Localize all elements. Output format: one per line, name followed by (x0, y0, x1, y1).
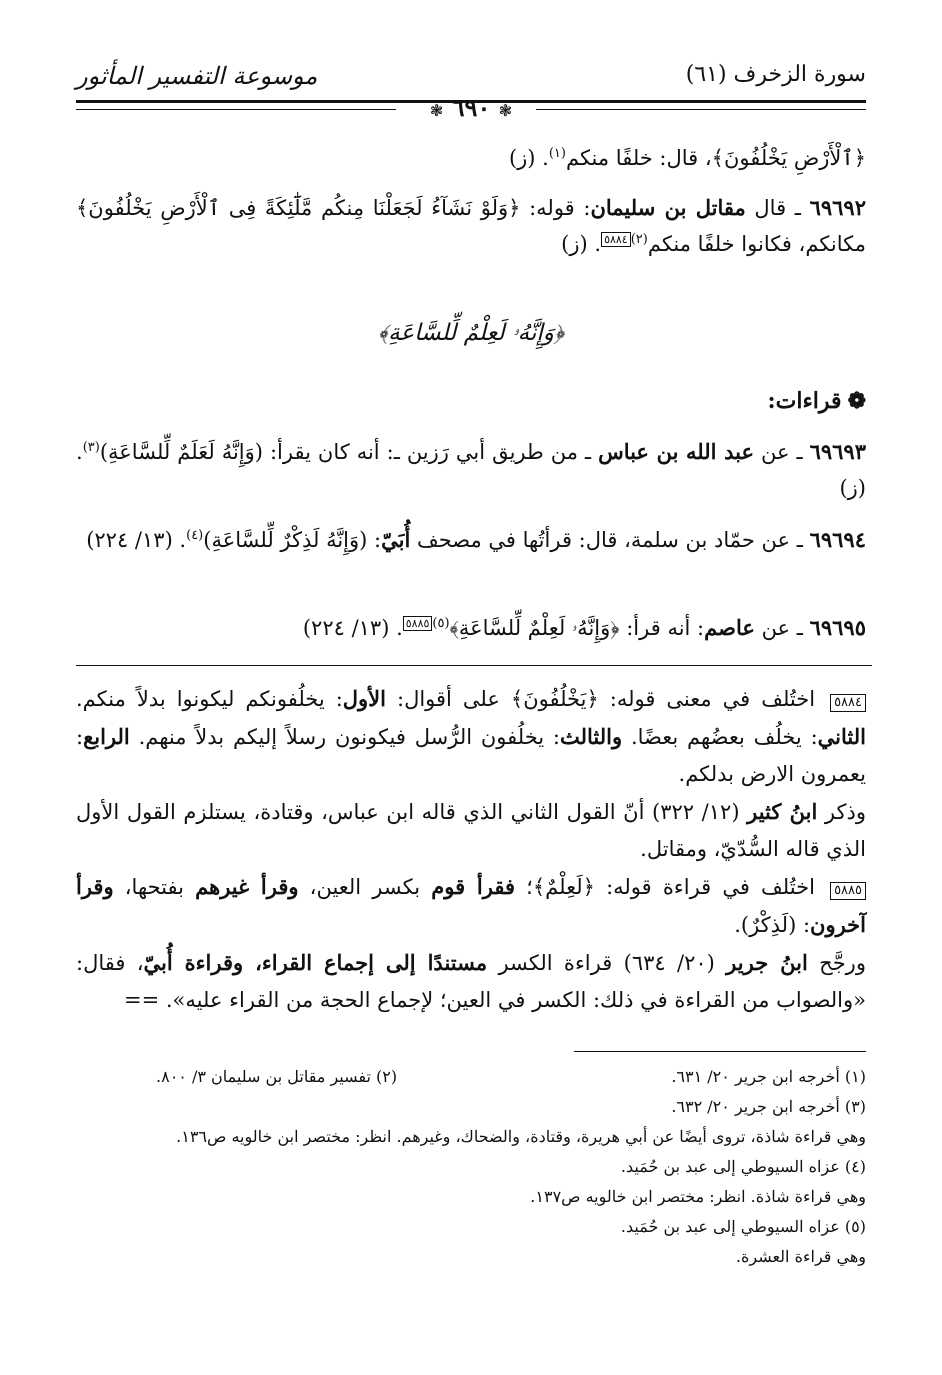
narrator-name: عبد الله بن عباس (598, 439, 754, 464)
ornament-icon: ❃ (498, 101, 513, 120)
footnotes (76, 1062, 866, 1272)
footnote-row (76, 1062, 866, 1092)
notes-divider (76, 665, 872, 666)
entry-69694: ٦٩٦٩٤ ـ عن حمّاد بن سلمة، قال: قرأتُها في مصحف أُبَيّ: (وَإِنَّهُ لَذِكْرٌ لِّلسَّاعَةِ)$^{(٤)}$. (١٣/ ٢٢٤) (86, 527, 866, 552)
commentary-notes (76, 680, 866, 1019)
header-rule-right (536, 109, 866, 110)
intro-line: ﴿ٱلْأَرْضِ يَخْلُفُونَ﴾، قال: خلفًا منكم$^{(١)}$. (ز) (508, 146, 866, 170)
entry-number: ٦٩٦٩٤ (809, 527, 866, 552)
entry-number: ٦٩٦٩٥ (809, 615, 866, 640)
note-ibn-jarir: ورجَّح ابنُ جرير (٢٠/ ٦٣٤) قراءة الكسر مستندًا إلى إجماع القراء، وقراءة أُبيّ، فقال: «والصواب من القراءة في ذلك: الكسر في العين؛ لإجماع الحجة من القراء عليه». == (76, 950, 866, 1012)
narrator-name: عاصم (704, 615, 755, 640)
book-title-header: موسوعة التفسير المأثور (76, 62, 318, 90)
note-reference-box: ٥٨٨٤ (601, 232, 631, 247)
section-heading: ❁قراءات: (767, 388, 866, 414)
footnote-4-note: وهي قراءة شاذة. انظر: مختصر ابن خالويه ص١٣٧. (530, 1187, 866, 1206)
surah-header: سورة الزخرف (٦١) (685, 62, 866, 87)
footnote-3-note: وهي قراءة شاذة، تروى أيضًا عن أبي هريرة، وقتادة، والضحاك، وغيرهم. انظر: مختصر ابن خالويه ص١٣٦. (176, 1127, 866, 1146)
entry-69695: ٦٩٦٩٥ ـ عن عاصم: أنه قرأ: ﴿وَإِنَّهُۥ لَعِلْمٌ لِّلسَّاعَةِ﴾$^{(٥)}$٥٨٨٥. (١٣/ ٢٢٤) (302, 615, 866, 640)
verse-heading: ﴿وَإِنَّهُۥ لَعِلْمٌ لِّلسَّاعَةِ﴾ (377, 320, 565, 346)
footnote-3: (٣) أخرجه ابن جرير ٢٠/ ٦٣٢. (671, 1097, 866, 1116)
note-number-box: ٥٨٨٥ (830, 882, 866, 900)
footnote-2: (٢) تفسير مقاتل بن سليمان ٣/ ٨٠٠. (156, 1067, 398, 1086)
footnote-5-note: وهي قراءة العشرة. (735, 1247, 866, 1266)
narrator-name: مقاتل بن سليمان (590, 195, 746, 220)
note-5884: ٥٨٨٤ اختُلف في معنى قوله: ﴿يَخْلُفُونَ﴾ على أقوال: الأول: يخلُفونكم ليكونوا بدلاً منكم. الثاني: يخلُف بعضُهم بعضًا. والثالث: يخلُفون الرُّسل فيكونون رسلاً إليكم بدلاً منهم. الرابع: يعمرون الارض بدلكم. (76, 686, 866, 786)
note-5885: ٥٨٨٥ اختُلف في قراءة قوله: ﴿لَعِلْمٌ﴾؛ فقرأ قوم بكسر العين، وقرأ غيرهم بفتحها، وقرأ آخرون: (لَذِكْرٌ). (76, 874, 866, 937)
ornament-icon: ❃ (429, 101, 444, 120)
footnote-1: (١) أخرجه ابن جرير ٢٠/ ٦٣١. (671, 1067, 866, 1086)
entry-number: ٦٩٦٩٣ (809, 439, 866, 464)
note-reference-box: ٥٨٨٥ (403, 616, 433, 631)
page-number: ❃ ٦٩٠ ❃ (429, 93, 513, 122)
header-rule-left (76, 109, 396, 110)
entry-69693: ٦٩٦٩٣ ـ عن عبد الله بن عباس ـ من طريق أبي رَزين ـ: أنه كان يقرأ: (وَإِنَّهُ لَعَلَمٌ لِّلسَّاعَةِ)$^{(٣)}$. (ز) (76, 439, 866, 500)
entry-number: ٦٩٦٩٢ (809, 195, 866, 220)
footnote-4: (٤) عزاه السيوطي إلى عبد بن حُمَيد. (620, 1157, 866, 1176)
note-number-box: ٥٨٨٤ (830, 694, 866, 712)
entry-69692: ٦٩٦٩٢ ـ قال مقاتل بن سليمان: قوله: ﴿وَلَوْ نَشَآءُ لَجَعَلْنَا مِنكُم مَّلَٰٓئِكَةً فِى ٱلْأَرْضِ يَخْلُفُونَ﴾ مكانكم، فكانوا خلفًا منكم$^{(٢)}$٥٨٨٤. (ز) (76, 195, 866, 256)
narrator-name: أُبَيّ (381, 527, 411, 552)
note-ibn-kathir: وذكر ابنُ كثير (١٢/ ٣٢٢) أنّ القول الثاني الذي قاله ابن عباس، وقتادة، يستلزم القول الأول الذي قاله السُّدّيّ، ومقاتل. (76, 799, 866, 861)
flower-ornament-icon: ❁ (847, 388, 866, 414)
footnote-5: (٥) عزاه السيوطي إلى عبد بن حُمَيد. (620, 1217, 866, 1236)
footnote-divider (574, 1051, 866, 1052)
